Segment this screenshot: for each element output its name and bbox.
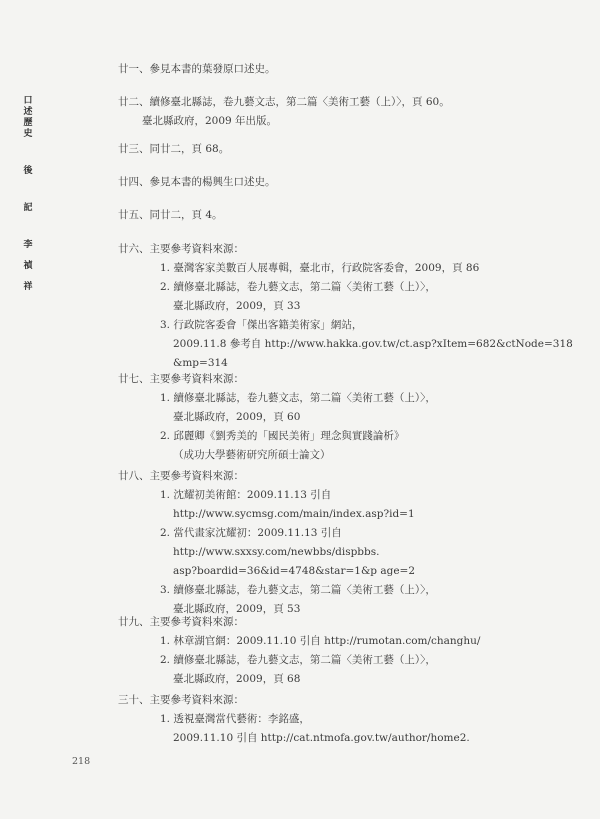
- header-char: 禎: [23, 261, 33, 271]
- note-heading: 廿七、主要參考資料來源：: [118, 373, 244, 385]
- endnote-23: [118, 140, 229, 159]
- page-number: 218: [72, 756, 91, 767]
- note-line: 1. 續修臺北縣誌，卷九藝文志，第二篇〈美術工藝（上）〉，: [160, 392, 436, 404]
- note-line: 2. 邱麗卿《劉秀美的「國民美術」理念與實踐論析》: [160, 430, 405, 442]
- note-line: &mp=314: [173, 357, 228, 369]
- note-line: 1. 林章湖官網：2009.11.10 引自 http://rumotan.com/changhu/: [160, 635, 481, 647]
- note-line: 2. 續修臺北縣誌，卷九藝文志，第二篇〈美術工藝（上）〉，: [160, 654, 436, 666]
- endnote-29: [118, 613, 480, 689]
- note-line: 1. 透視臺灣當代藝術：李銘盛，: [160, 713, 310, 725]
- note-line: 2009.11.10 引自 http://cat.ntmofa.gov.tw/author/home2.: [173, 732, 470, 744]
- note-line: 臺北縣政府，2009，頁 60: [173, 411, 301, 423]
- header-char: 祥: [23, 282, 33, 292]
- header-char: 口: [23, 96, 33, 106]
- note-line: 3. 行政院客委會「傑出客籍美術家」網站，: [160, 319, 363, 331]
- note-line: 3. 續修臺北縣誌，卷九藝文志，第二篇〈美術工藝（上）〉，: [160, 584, 436, 596]
- note-line: 2. 當代畫家沈耀初：2009.11.13 引自: [160, 527, 342, 539]
- header-char: 史: [23, 129, 33, 139]
- note-line: http://www.sxxsy.com/newbbs/dispbbs.: [173, 546, 380, 558]
- note-line: 1. 沈耀初美術館：2009.11.13 引自: [160, 489, 332, 501]
- note-heading: 廿六、主要參考資料來源：: [118, 243, 244, 255]
- note-line: 2009.11.8 參考自 http://www.hakka.gov.tw/ct.asp?xItem=682&ctNode=318: [173, 338, 573, 350]
- endnote-25: [118, 206, 223, 225]
- note-heading: 廿五、同廿二，頁 4。: [118, 209, 223, 221]
- note-heading: 廿八、主要參考資料來源：: [118, 470, 244, 482]
- note-line: 臺北縣政府，2009 年出版。: [142, 115, 278, 127]
- endnote-21: [118, 60, 276, 79]
- note-line: 1. 臺灣客家美數百人展專輯，臺北市，行政院客委會，2009，頁 86: [160, 262, 480, 274]
- header-char: 後: [23, 166, 33, 176]
- note-heading: 廿九、主要參考資料來源：: [118, 616, 244, 628]
- header-char: 記: [23, 203, 33, 213]
- header-char: 李: [23, 240, 33, 250]
- endnote-22: [118, 93, 450, 131]
- header-char: 述: [23, 107, 33, 117]
- endnote-26: [118, 240, 573, 373]
- note-line: http://www.sycmsg.com/main/index.asp?id=1: [173, 508, 415, 520]
- note-line: 臺北縣政府，2009，頁 33: [173, 300, 301, 312]
- header-char: 歷: [23, 118, 33, 128]
- note-heading: 廿二、續修臺北縣誌，卷九藝文志，第二篇〈美術工藝（上）〉，頁 60。: [118, 96, 450, 108]
- note-heading: 廿四、參見本書的楊興生口述史。: [118, 176, 276, 188]
- note-line: 臺北縣政府，2009，頁 68: [173, 673, 301, 685]
- note-line: 臺北縣政府，2009，頁 53: [173, 603, 301, 615]
- note-line: （成功大學藝術研究所碩士論文）: [173, 449, 331, 461]
- running-header: [20, 96, 36, 293]
- endnote-27: [118, 370, 436, 465]
- note-line: asp?boardid=36&id=4748&star=1&p age=2: [173, 565, 416, 577]
- endnote-30: [118, 691, 470, 748]
- note-heading: 三十、主要參考資料來源：: [118, 694, 244, 706]
- note-line: 2. 續修臺北縣誌，卷九藝文志，第二篇〈美術工藝（上）〉，: [160, 281, 436, 293]
- note-heading: 廿三、同廿二，頁 68。: [118, 143, 230, 155]
- note-heading: 廿一、參見本書的葉發原口述史。: [118, 63, 276, 75]
- endnote-28: [118, 467, 436, 619]
- endnote-24: [118, 173, 276, 192]
